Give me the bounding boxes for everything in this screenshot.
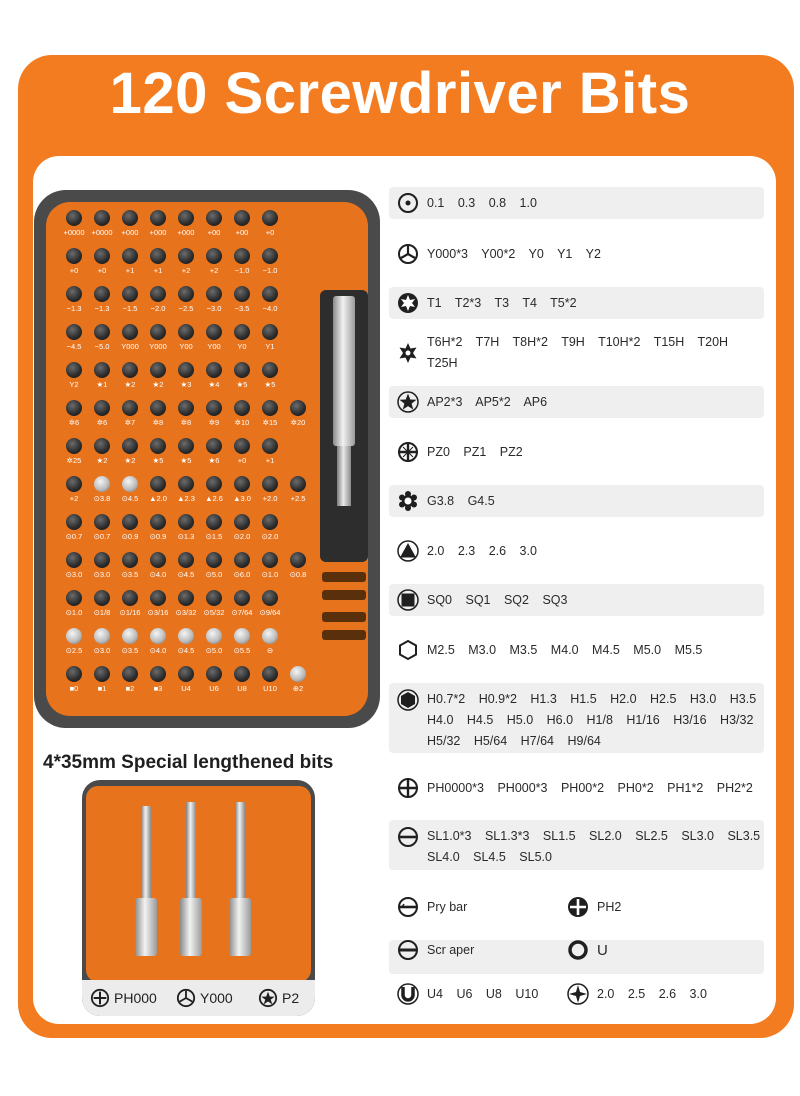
bit-row-text: AP2*3 AP5*2 AP6: [427, 394, 548, 409]
bit: [206, 324, 222, 340]
bit-label: −3.5: [234, 304, 250, 313]
bit-label: ✲6: [68, 418, 80, 427]
extra-cross-sizes: [567, 983, 707, 1005]
bit-label: +0: [265, 228, 275, 237]
lengthened-bit: [235, 802, 245, 906]
bit-label: ★5: [180, 456, 192, 465]
bit: [234, 362, 250, 378]
bit: [150, 476, 166, 492]
bit: [262, 248, 278, 264]
bit-label: +000: [121, 228, 139, 237]
bit: [234, 438, 250, 454]
bit-label: +2: [69, 494, 79, 503]
storage-slot: [322, 572, 366, 582]
bit-label: −3.0: [206, 304, 222, 313]
bit-row-triangle: [389, 535, 764, 567]
bit: [178, 514, 194, 530]
bit-label: ✲25: [66, 456, 82, 465]
bit: [150, 248, 166, 264]
bit: [94, 400, 110, 416]
bit-label: ✲15: [262, 418, 278, 427]
bit-label: ■1: [97, 684, 107, 693]
bit-row-precision: [389, 187, 764, 219]
bit-label: ⊙3.0: [93, 570, 111, 579]
bit-label: +1: [125, 266, 135, 275]
storage-slot: [322, 612, 366, 622]
bit: [262, 552, 278, 568]
bit: [94, 210, 110, 226]
bit-label: +0000: [63, 228, 85, 237]
storage-slot: [322, 590, 366, 600]
extra-scraper: [397, 939, 474, 961]
ring-icon: [567, 939, 589, 961]
bit: [150, 438, 166, 454]
bit-row-slotted: [389, 820, 764, 870]
bit: [206, 362, 222, 378]
bit: [150, 590, 166, 606]
bit-label: ★2: [124, 380, 136, 389]
bit-label: U8: [237, 684, 247, 693]
bit-row-star: [389, 386, 764, 418]
bit: [94, 476, 110, 492]
bit-label: U10: [263, 684, 277, 693]
bit: [122, 514, 138, 530]
bit: [122, 286, 138, 302]
bit-label: Y00: [207, 342, 221, 351]
extra-label: Scr aper: [427, 943, 475, 957]
bit-label: ⊙4.0: [149, 646, 167, 655]
bit-row-gear: [389, 485, 764, 517]
u-bit-icon: [397, 983, 419, 1005]
bit-label: ★5: [152, 456, 164, 465]
triangle-icon: [397, 540, 419, 562]
bit-label: ▲2.3: [177, 494, 195, 503]
bit-label: +2.5: [290, 494, 306, 503]
tri-wing-icon: [397, 243, 419, 265]
bit-label: +2.0: [262, 494, 278, 503]
bit-label: +1: [153, 266, 163, 275]
torx-hole-icon: [397, 342, 419, 364]
bit-label: −4.5: [66, 342, 82, 351]
bit: [94, 514, 110, 530]
bit: [94, 628, 110, 644]
bit: [262, 666, 278, 682]
bit-row-text: Y000*3 Y00*2 Y0 Y1 Y2: [427, 246, 601, 261]
bit: [234, 628, 250, 644]
bit-label: ⊙1/8: [93, 608, 111, 617]
bit: [150, 210, 166, 226]
bit-label: ▲3.0: [233, 494, 251, 503]
bit: [206, 552, 222, 568]
bit-label: ▲2.0: [149, 494, 167, 503]
extension-bar-tip: [337, 446, 351, 506]
bit-label: ⊙1/16: [119, 608, 141, 617]
bit: [94, 248, 110, 264]
bit-label: ⊙5.0: [205, 646, 223, 655]
bit: [94, 590, 110, 606]
bit-label: −1.3: [94, 304, 110, 313]
bit-label: Y000: [121, 342, 139, 351]
bit: [122, 324, 138, 340]
lengthened-bit: [186, 802, 196, 906]
bit: [150, 628, 166, 644]
bit-label: ⊙1.3: [177, 532, 195, 541]
bit-label: ⊙3.0: [93, 646, 111, 655]
bit-label: −2.5: [178, 304, 194, 313]
bit: [262, 324, 278, 340]
bit-label: ⊙1.5: [205, 532, 223, 541]
bit: [290, 400, 306, 416]
bit-label: ★2: [96, 456, 108, 465]
hex-filled-icon: [397, 689, 419, 711]
bit: [94, 666, 110, 682]
bit: [234, 666, 250, 682]
bit-label: ⊙4.5: [177, 570, 195, 579]
bit-label: ⊙4.0: [149, 570, 167, 579]
bit-label: ⊙3.8: [93, 494, 111, 503]
bit: [178, 666, 194, 682]
bit-row-torx-hole: [389, 337, 764, 369]
bit: [178, 590, 194, 606]
bit: [178, 438, 194, 454]
bit: [150, 552, 166, 568]
bit: [234, 400, 250, 416]
bit: [150, 362, 166, 378]
bit: [234, 324, 250, 340]
bit: [206, 286, 222, 302]
bit: [234, 476, 250, 492]
lengthened-bit: [141, 806, 151, 906]
bit: [122, 438, 138, 454]
bit-label: +000: [149, 228, 167, 237]
bit-label: +0: [237, 456, 247, 465]
bit-row-hex-outline: [389, 634, 764, 666]
phillips-icon: [90, 988, 110, 1008]
scraper-icon: [397, 939, 419, 961]
circle-dot-icon: [397, 192, 419, 214]
legend-label: Y000: [200, 990, 233, 1006]
bit: [178, 362, 194, 378]
bit-row-text: T6H*2 T7H T8H*2 T9H T10H*2 T15H T20H T25H: [427, 335, 729, 370]
bit-label: +00: [207, 228, 221, 237]
bit-label: ⊙2.5: [65, 646, 83, 655]
bit: [122, 210, 138, 226]
lengthened-bit-base: [135, 898, 157, 956]
bit-row-phillips: [389, 772, 764, 804]
bit-label: +1: [265, 456, 275, 465]
bit: [234, 286, 250, 302]
bit: [206, 590, 222, 606]
bit-row-text: 0.1 0.3 0.8 1.0: [427, 195, 537, 210]
bit: [290, 552, 306, 568]
bit: [262, 362, 278, 378]
bit-label: ⊙2.0: [261, 532, 279, 541]
bit-label: ✲6: [96, 418, 108, 427]
bit: [122, 552, 138, 568]
bit-label: ⊙3/16: [147, 608, 169, 617]
storage-slot: [322, 630, 366, 640]
bit: [150, 666, 166, 682]
bit-label: Y000: [149, 342, 167, 351]
torx-icon: [397, 292, 419, 314]
bit-label: ⊙4.5: [177, 646, 195, 655]
bit: [290, 476, 306, 492]
bit-label: +2: [181, 266, 191, 275]
bit: [234, 552, 250, 568]
bit: [66, 210, 82, 226]
bit: [206, 666, 222, 682]
bit-label: ★1: [96, 380, 108, 389]
bit-label: ■3: [153, 684, 163, 693]
square-icon: [397, 589, 419, 611]
bit: [66, 400, 82, 416]
bit-row-text: 2.0 2.3 2.6 3.0: [427, 543, 537, 558]
bit: [262, 476, 278, 492]
bit: [66, 552, 82, 568]
bit: [206, 438, 222, 454]
bit-label: −4.0: [262, 304, 278, 313]
bit-label: ★2: [152, 380, 164, 389]
bit: [206, 400, 222, 416]
special-bits-label: 4*35mm Special lengthened bits: [43, 752, 334, 773]
lengthened-bits-box: [82, 780, 315, 1016]
bit-label: ✲20: [290, 418, 306, 427]
phillips-icon: [397, 777, 419, 799]
bit: [234, 514, 250, 530]
extra-label: PH2: [597, 900, 622, 914]
bit: [66, 362, 82, 378]
extension-bar: [333, 296, 355, 446]
bit-label: ⊙0.7: [65, 532, 83, 541]
bit-label: ✲8: [180, 418, 192, 427]
bit: [122, 590, 138, 606]
lengthened-bit-base: [229, 898, 251, 956]
bit-label: +000: [177, 228, 195, 237]
bit: [150, 514, 166, 530]
bit: [262, 438, 278, 454]
bit-row-pozidriv: [389, 436, 764, 468]
bit-label: +0000: [91, 228, 113, 237]
extra-u: [567, 939, 608, 961]
bit-label: ⊖: [266, 646, 274, 655]
bit-label: ⊙0.9: [149, 532, 167, 541]
pry-bar-icon: [397, 896, 419, 918]
bit: [122, 476, 138, 492]
star-icon: [397, 391, 419, 413]
bit: [66, 476, 82, 492]
extra-label: U: [597, 941, 608, 959]
legend-label: P2: [282, 990, 300, 1006]
bit-label: ⊙3/32: [175, 608, 197, 617]
bit-label: ★5: [236, 380, 248, 389]
bit: [178, 628, 194, 644]
bit-row-text: M2.5 M3.0 M3.5 M4.0 M4.5 M5.0 M5.5: [427, 642, 703, 657]
bit-label: ⊙0.7: [93, 532, 111, 541]
bit-label: U6: [209, 684, 219, 693]
legend-ph000: [90, 988, 157, 1008]
bit: [178, 210, 194, 226]
bit: [206, 476, 222, 492]
bit: [150, 400, 166, 416]
bit: [262, 514, 278, 530]
tri-wing-icon: [176, 988, 196, 1008]
bit: [66, 666, 82, 682]
bit: [150, 324, 166, 340]
phillips-filled-icon: [567, 896, 589, 918]
bit-label: ■2: [125, 684, 135, 693]
bit-label: ⊙7/64: [231, 608, 253, 617]
bit: [66, 324, 82, 340]
bit-label: −1.0: [234, 266, 250, 275]
bit: [262, 628, 278, 644]
bit: [178, 476, 194, 492]
hex-outline-icon: [397, 639, 419, 661]
bit-row-hex-filled: [389, 683, 764, 753]
bit: [94, 324, 110, 340]
bit-label: −5.0: [94, 342, 110, 351]
bit: [206, 248, 222, 264]
bit: [178, 248, 194, 264]
legend-p2: [258, 988, 299, 1008]
bit-label: ⊙5.5: [233, 646, 251, 655]
bit: [122, 248, 138, 264]
bit-label: ⊙3.5: [121, 570, 139, 579]
slotted-icon: [397, 826, 419, 848]
bit-row-tri-wing: [389, 238, 764, 270]
page-title: 120 Screwdriver Bits: [109, 61, 691, 126]
bit-row-text: G3.8 G4.5: [427, 493, 495, 508]
bit: [94, 362, 110, 378]
bit-label: −1.0: [262, 266, 278, 275]
gear-icon: [397, 490, 419, 512]
bit: [122, 400, 138, 416]
bit-label: ⊙5.0: [205, 570, 223, 579]
pentalobe-icon: [258, 988, 278, 1008]
bit-label: +0: [97, 266, 107, 275]
bit-row-text: T1 T2*3 T3 T4 T5*2: [427, 295, 577, 310]
bit: [66, 286, 82, 302]
bit-label: ✲9: [208, 418, 220, 427]
bit: [206, 210, 222, 226]
bit-label: ■0: [69, 684, 79, 693]
bit-label: Y00: [179, 342, 193, 351]
lengthened-bits-legend: [82, 980, 315, 1016]
bit-label: ✲8: [152, 418, 164, 427]
bit-label: ★6: [208, 456, 220, 465]
bit: [122, 666, 138, 682]
bit: [66, 628, 82, 644]
bit-label: ★5: [264, 380, 276, 389]
bit-label: ★4: [208, 380, 220, 389]
bit-label: ✲7: [124, 418, 136, 427]
bit-label: ★2: [124, 456, 136, 465]
bit-label: ⊙0.9: [121, 532, 139, 541]
extra-label: Pry bar: [427, 900, 468, 914]
bit: [66, 438, 82, 454]
bit-label: +2: [209, 266, 219, 275]
bit-row-square: [389, 584, 764, 616]
bit-label: ⊙5/32: [203, 608, 225, 617]
bit-label: ⊙2.0: [233, 532, 251, 541]
lengthened-bit-base: [180, 898, 202, 956]
bit-label: Y0: [237, 342, 247, 351]
bit: [234, 590, 250, 606]
bit: [66, 590, 82, 606]
bit: [178, 286, 194, 302]
extra-label: 2.0 2.5 2.6 3.0: [597, 987, 707, 1001]
bit: [94, 552, 110, 568]
bit-label: −2.0: [150, 304, 166, 313]
bit: [206, 628, 222, 644]
bit-label: ⊙1.0: [261, 570, 279, 579]
legend-label: PH000: [114, 990, 157, 1006]
bit: [122, 362, 138, 378]
bit: [234, 210, 250, 226]
bit: [262, 210, 278, 226]
extra-u-sizes: [397, 983, 538, 1005]
bit: [178, 324, 194, 340]
bit-row-text: SL1.0*3 SL1.3*3 SL1.5 SL2.0 SL2.5 SL3.0 SL3.5 SL4.0 SL4.5 SL5.0: [427, 829, 761, 864]
bit: [262, 400, 278, 416]
bit-label: ⊙1.0: [65, 608, 83, 617]
cross-star-icon: [567, 983, 589, 1005]
bit-label: ⊙3.5: [121, 646, 139, 655]
bit-label: ⊙9/64: [259, 608, 281, 617]
bit-label: +00: [235, 228, 249, 237]
bit-label: Y1: [265, 342, 275, 351]
bit: [66, 514, 82, 530]
bit-row-text: PH0000*3 PH000*3 PH00*2 PH0*2 PH1*2 PH2*2: [427, 780, 753, 795]
bit-label: −1.3: [66, 304, 82, 313]
extra-pry-bar: [397, 896, 467, 918]
bit-label: ⊙6.0: [233, 570, 251, 579]
bit-label: ⊙4.5: [121, 494, 139, 503]
bit-label: ✲10: [234, 418, 250, 427]
bit: [178, 552, 194, 568]
bit: [150, 286, 166, 302]
bit: [94, 286, 110, 302]
bit-label: −1.5: [122, 304, 138, 313]
bit-row-text: H0.7*2 H0.9*2 H1.3 H1.5 H2.0 H2.5 H3.0 H3.5 H4.0 H4.5 H5.0 H6.0 H1/8 H1/16 H3/16 H3/32 H5/32 H5/64 H7/64 H9/64: [427, 692, 757, 748]
bit: [94, 438, 110, 454]
bit: [178, 400, 194, 416]
bit-label: ⊙0.8: [289, 570, 307, 579]
bit-label: ★3: [180, 380, 192, 389]
extra-label: U4 U6 U8 U10: [427, 987, 539, 1001]
bit-label: ▲2.6: [205, 494, 223, 503]
bit-label: ⊙3.0: [65, 570, 83, 579]
bit-row-text: PZ0 PZ1 PZ2: [427, 444, 523, 459]
bit-label: +0: [69, 266, 79, 275]
bit-label: ⊕2: [292, 684, 304, 693]
bit: [262, 590, 278, 606]
bit: [206, 514, 222, 530]
bit: [262, 286, 278, 302]
bit: [122, 628, 138, 644]
bit: [234, 248, 250, 264]
bit-row-torx: [389, 287, 764, 319]
legend-y000: [176, 988, 233, 1008]
bit-label: Y2: [69, 380, 79, 389]
extra-ph2: [567, 896, 621, 918]
bit-row-text: SQ0 SQ1 SQ2 SQ3: [427, 592, 568, 607]
bit: [66, 248, 82, 264]
bit-label: U4: [181, 684, 191, 693]
bit: [290, 666, 306, 682]
pozidriv-icon: [397, 441, 419, 463]
